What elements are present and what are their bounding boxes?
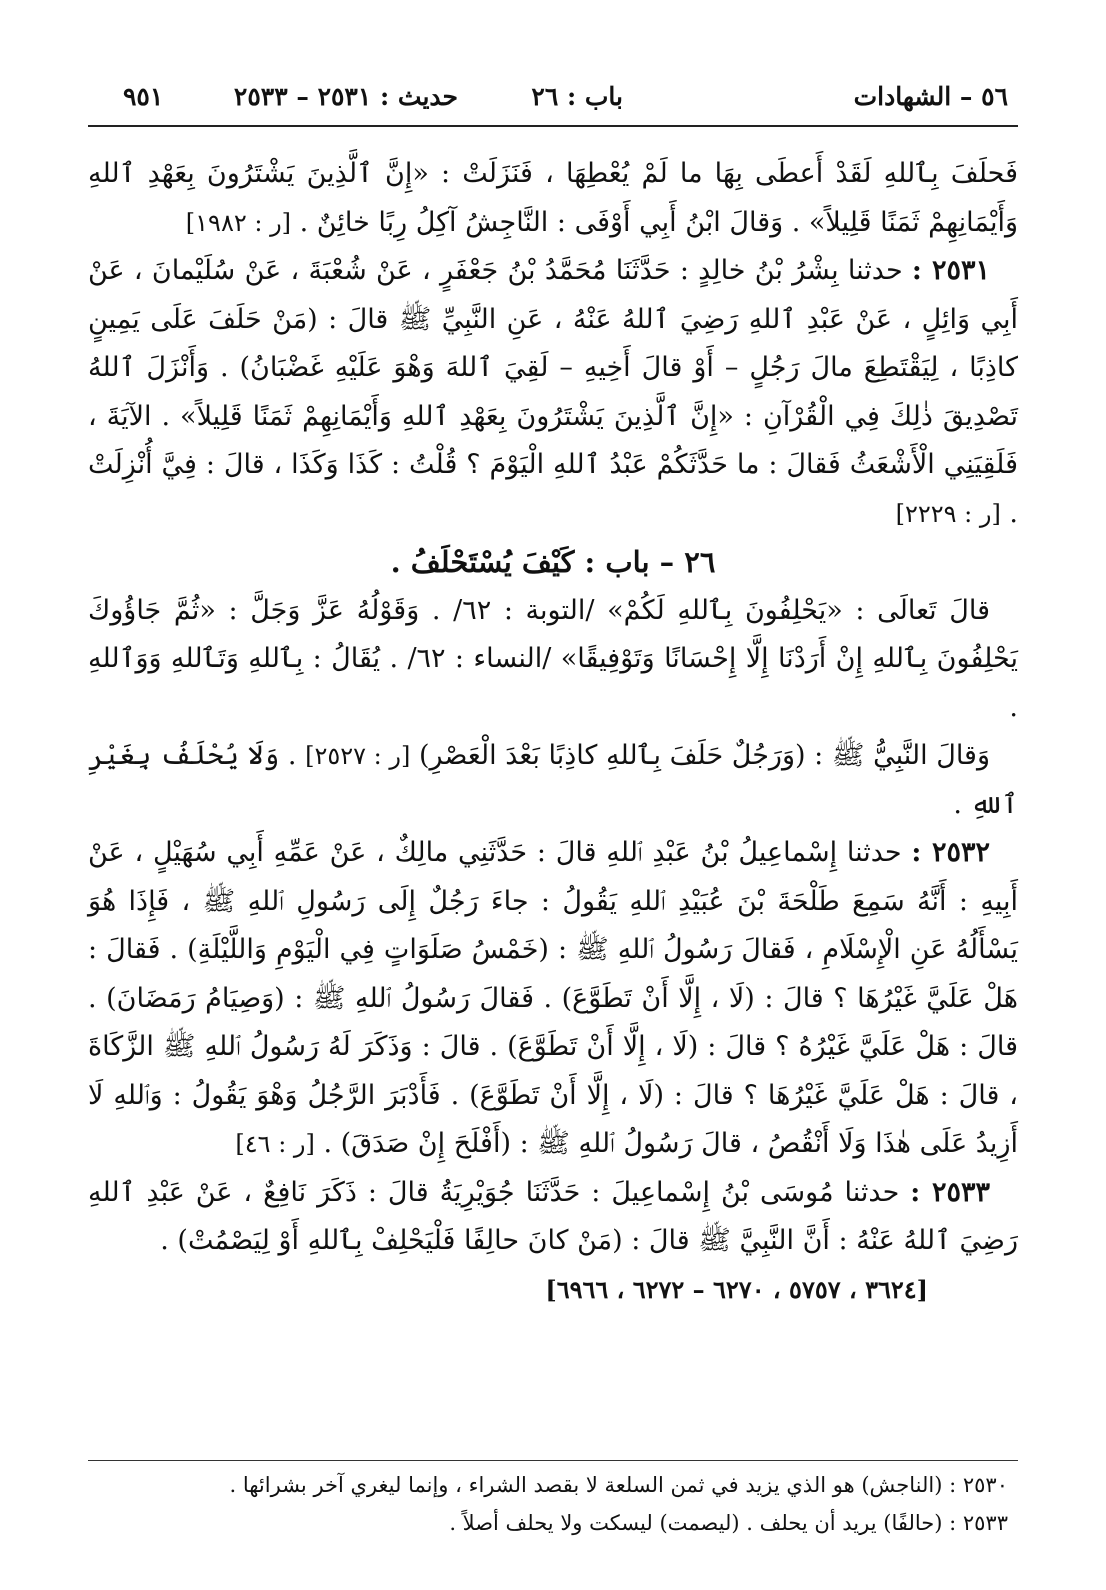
section-note-text: وَقالَ النَّبِيُّ ﷺ : (وَرَجُلٌ حَلَفَ بِٱللهِ كاذِبًا بَعْدَ الْعَصْرِ) [419,740,991,771]
hadith-number: ٢٥٣٣ : [910,1176,990,1208]
bab-label: باب : ٢٦ [531,82,623,111]
hadith-number: ٢٥٣٢ : [911,837,990,868]
cross-reference: [ر : ٢٢٢٩] [895,499,1001,528]
cross-reference: [ر : ٤٦] [235,1130,315,1158]
hadith-2532 [88,829,1018,1169]
page-number: ٩٥١ [123,82,164,111]
hadith-2531 [88,247,1018,538]
page-header [88,82,1018,122]
paragraph-continuation [88,150,1018,247]
cross-reference: [ر : ١٩٨٢] [185,208,292,237]
hadith-range: حديث : ٢٥٣١ – ٢٥٣٣ [233,82,458,111]
footnote: ٢٥٣٠ : (الناجش) هو الذي يزيد في ثمن السلعة لا بقصد الشراء ، وإنما ليغري آخر بشرائها . [229,1473,1008,1497]
main-text [88,150,1018,1314]
section-note [88,732,1018,829]
cross-reference-list: [٣٦٢٤ ، ٥٧٥٧ ، ٦٢٧٠ – ٦٢٧٢ ، ٦٩٦٦] [545,1274,928,1304]
footnote-divider [88,1460,1018,1461]
section-intro: قالَ تَعالَى : «يَحْلِفُونَ بِٱللهِ لَكُمْ» /التوبة : ٦٢/ . وَقَوْلُهُ عَزَّ وَجَلَّ : «ثُمَّ جَاؤُوكَ يَحْلِفُونَ بِٱللهِ إِنْ أَرَدْنَا إِلَّا إِحْسَانًا وَتَوْفِيقًا» /النساء : ٦٢/ . يُقَالُ : بِٱللهِ وَتَٱللهِ وَوَٱللهِ . [88,594,1018,723]
section-note-tail: . وَلَا يُحْلَفُ بِغَيْرِ ٱللهِ . [88,740,1018,820]
chapter-title: ٥٦ – الشهادات [853,82,1008,111]
section-heading: ٢٦ – باب : كَيْفَ يُسْتَحْلَفُ . [390,545,716,579]
book-page [88,0,1018,1590]
hadith-text: حدثنا مُوسَى بْنُ إِسْماعِيلَ : حَدَّثَنَا جُوَيْرِيَةُ قالَ : ذَكَرَ نَافِعٌ ، عَنْ عَبْدِ ٱللهِ رَضِيَ ٱللهُ عَنْهُ : أَنَّ النَّبِيَّ ﷺ قالَ : (مَنْ كانَ حالِفًا فَلْيَحْلِفْ بِٱللهِ أَوْ لِيَصْمُتْ) . [88,1176,1018,1256]
paragraph-text: فَحلَفَ بِٱللهِ لَقَدْ أَعطَى بِهَا ما لَمْ يُعْطِهَا ، فَنَزَلَتْ : «إِنَّ ٱلَّذِينَ يَشْتَرُونَ بِعَهْدِ ٱللهِ وَأَيْمَانِهِمْ ثَمَنًا قَلِيلاً» . وَقالَ ابْنُ أَبِي أَوْفَى : النَّاجِشُ آكِلُ رِبًا خائِنٌ . [88,158,1018,238]
footnotes [88,1466,1018,1542]
hadith-2533 [88,1169,1018,1266]
hadith-text: حدثنا إِسْماعِيلُ بْنُ عَبْدِ ٱللهِ قالَ : حَدَّثَنِي مالِكٌ ، عَنْ عَمِّهِ أَبِي سُهَيْلٍ ، عَنْ أَبِيهِ : أَنَّهُ سَمِعَ طَلْحَةَ بْنَ عُبَيْدِ ٱللهِ يَقُولُ : جاءَ رَجُلٌ إِلَى رَسُولِ ٱللهِ ﷺ ، فَإِذَا هُوَ يَسْأَلُهُ عَنِ الْإِسْلَامِ ، فَقالَ رَسُولُ ٱللهِ ﷺ : (خَمْسُ صَلَوَاتٍ فِي الْيَوْمِ وَاللَّيْلَةِ) . فَقالَ : هَلْ عَلَيَّ غَيْرُهَا ؟ قالَ : (لَا ، إِلَّا أَنْ تَطَوَّعَ) . فَقالَ رَسُولُ ٱللهِ ﷺ : (وَصِيَامُ رَمَضَانَ) . قالَ : هَلْ عَلَيَّ غَيْرُهُ ؟ قالَ : (لَا ، إِلَّا أَنْ تَطَوَّعَ) . قالَ : وَذَكَرَ لَهُ رَسُولُ ٱللهِ ﷺ الزَّكَاةَ ، قالَ : هَلْ عَلَيَّ غَيْرُهَا ؟ قالَ : (لَا ، إِلَّا أَنْ تَطَوَّعَ) . فَأَدْبَرَ الرَّجُلُ وَهْوَ يَقُولُ : وَٱللهِ لَا أَزِيدُ عَلَى هٰذَا وَلَا أَنْقُصُ ، قالَ رَسُولُ ٱللهِ ﷺ : (أَفْلَحَ إِنْ صَدَقَ) . [88,837,1018,1159]
cross-reference: [ر : ٢٥٢٧] [305,742,411,770]
hadith-text: حدثنا بِشْرُ بْنُ خالِدٍ : حَدَّثَنَا مُحَمَّدُ بْنُ جَعْفَرٍ ، عَنْ شُعْبَةَ ، عَنْ سُلَيْمانَ ، عَنْ أَبِي وَائِلٍ ، عَنْ عَبْدِ ٱللهِ رَضِيَ ٱللهُ عَنْهُ ، عَنِ النَّبِيِّ ﷺ قالَ : (مَنْ حَلَفَ عَلَى يَمِينٍ كاذِبًا ، لِيَقْتَطِعَ مالَ رَجُلٍ – أَوْ قالَ أَخِيهِ – لَقِيَ ٱللهَ وَهْوَ عَلَيْهِ غَضْبَانُ) . وَأَنْزَلَ ٱللهُ تَصْدِيقَ ذٰلِكَ فِي الْقُرْآنِ : «إِنَّ ٱلَّذِينَ يَشْتَرُونَ بِعَهْدِ ٱللهِ وَأَيْمَانِهِمْ ثَمَنًا قَلِيلاً» . الآيَةَ ، فَلَقِيَنِي الْأَشْعَثُ فَقالَ : ما حَدَّثَكُمْ عَبْدُ ٱللهِ الْيَوْمَ ؟ قُلْتُ : كَذَا وَكَذَا ، قالَ : فِيَّ أُنْزِلَتْ . [88,255,1018,529]
header-divider [88,125,1018,127]
footnote: ٢٥٣٣ : (حالفًا) يريد أن يحلف . (ليصمت) ليسكت ولا يحلف أصلاً . [449,1511,1008,1535]
hadith-number: ٢٥٣١ : [911,255,990,286]
